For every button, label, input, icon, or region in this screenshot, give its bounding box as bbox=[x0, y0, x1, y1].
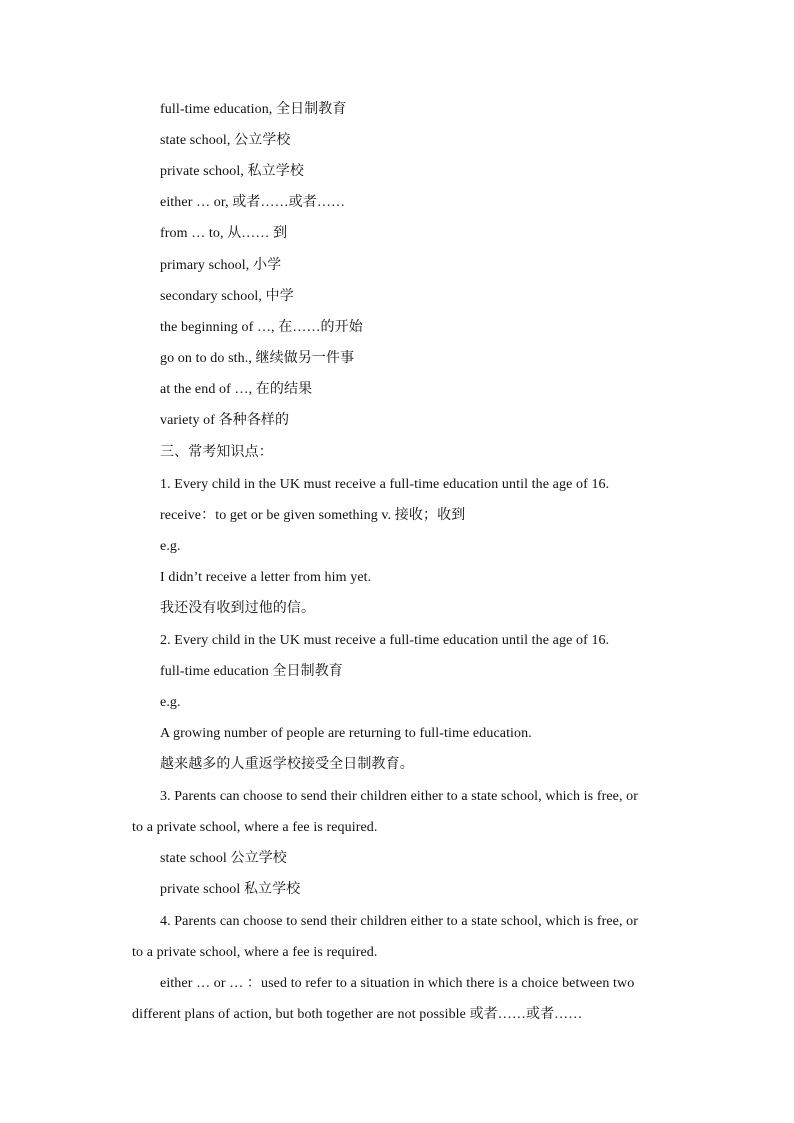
vocab-item: either … or, 或者……或者…… bbox=[160, 195, 346, 210]
point-1-example-cn: 我还没有收到过他的信。 bbox=[160, 601, 316, 616]
point-3-sentence-line-2: to a private school, where a fee is required. bbox=[132, 820, 378, 835]
point-1-eg-label: e.g. bbox=[160, 539, 181, 554]
vocab-item: private school, 私立学校 bbox=[160, 164, 304, 179]
vocab-item: go on to do sth., 继续做另一件事 bbox=[160, 351, 355, 366]
vocab-item: from … to, 从…… 到 bbox=[160, 226, 288, 241]
point-2-definition: full-time education 全日制教育 bbox=[160, 664, 343, 679]
vocab-item: variety of 各种各样的 bbox=[160, 413, 290, 428]
point-4-sentence-line-2: to a private school, where a fee is required. bbox=[132, 945, 378, 960]
section-heading: 三、常考知识点： bbox=[160, 445, 273, 460]
point-3-term-1: state school 公立学校 bbox=[160, 851, 287, 866]
vocab-item: full-time education, 全日制教育 bbox=[160, 102, 347, 117]
vocab-item: primary school, 小学 bbox=[160, 258, 282, 273]
point-1-definition: receive：to get or be given something v. 接收；收到 bbox=[160, 508, 466, 523]
point-4-definition-line-1: either … or … ：used to refer to a situation in which there is a choice between two bbox=[160, 976, 635, 991]
vocab-item: the beginning of …, 在……的开始 bbox=[160, 320, 363, 335]
point-2-sentence: 2. Every child in the UK must receive a full-time education until the age of 16. bbox=[160, 633, 610, 648]
point-4-definition-line-2: different plans of action, but both together are not possible 或者……或者…… bbox=[132, 1007, 583, 1022]
vocab-item: state school, 公立学校 bbox=[160, 133, 291, 148]
vocab-item: at the end of …, 在的结果 bbox=[160, 382, 313, 397]
point-2-eg-label: e.g. bbox=[160, 695, 181, 710]
point-3-sentence-line-1: 3. Parents can choose to send their children either to a state school, which is free, or bbox=[160, 789, 639, 804]
vocab-item: secondary school, 中学 bbox=[160, 289, 294, 304]
point-3-term-2: private school 私立学校 bbox=[160, 882, 301, 897]
point-4-sentence-line-1: 4. Parents can choose to send their children either to a state school, which is free, or bbox=[160, 914, 639, 929]
point-2-example-en: A growing number of people are returning to full-time education. bbox=[160, 726, 532, 741]
point-1-sentence: 1. Every child in the UK must receive a full-time education until the age of 16. bbox=[160, 477, 610, 492]
point-1-example-en: I didn’t receive a letter from him yet. bbox=[160, 570, 372, 585]
point-2-example-cn: 越来越多的人重返学校接受全日制教育。 bbox=[160, 757, 414, 772]
